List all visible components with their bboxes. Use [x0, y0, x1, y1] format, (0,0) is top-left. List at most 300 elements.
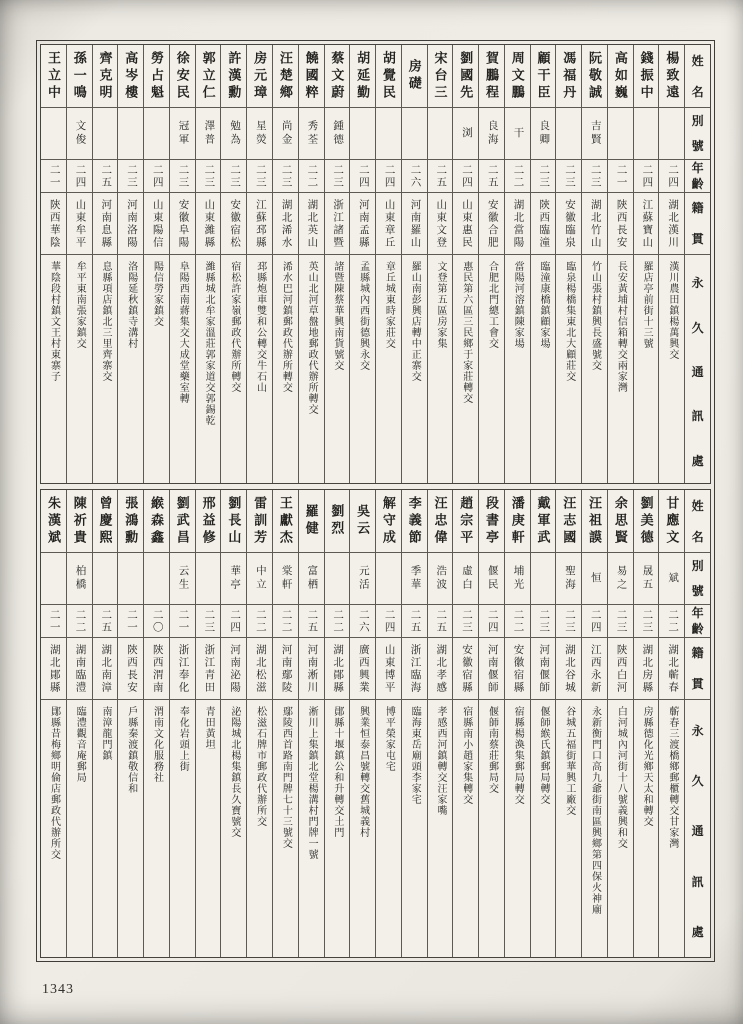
person-name — [67, 490, 92, 552]
person-alias-text: 柏橋 — [74, 565, 86, 592]
person-native-place-text: 湖北鄖縣 — [332, 643, 344, 694]
person-age-text: 二二 — [512, 163, 524, 189]
person-age-text: 二四 — [357, 163, 369, 189]
person-age-text: 二四 — [486, 608, 498, 634]
person-age-text: 二五 — [486, 163, 498, 189]
field-label-char: 姓 — [691, 53, 704, 68]
person-alias-text: 富栖 — [306, 565, 318, 592]
person-address-text: 鄖縣十堰鎮公和升轉交土門 — [331, 706, 343, 838]
person-alias — [531, 552, 556, 604]
person-native-place — [67, 192, 92, 254]
person-age — [221, 159, 246, 192]
person-name-text: 馮福丹 — [561, 50, 577, 102]
person-native-place-text: 湖北蘄春 — [667, 643, 679, 694]
person-name — [634, 45, 659, 107]
person-address — [170, 699, 195, 957]
person-name-text: 錢振中 — [638, 50, 654, 102]
person-address-text: 孟縣城內西街德興永交 — [357, 261, 369, 371]
top-table — [40, 44, 711, 484]
person-name-text: 汪祖謨 — [587, 495, 603, 547]
person-address-text: 臨泉楊橋集東北大顧莊交 — [563, 261, 575, 382]
person-address — [247, 699, 272, 957]
person-native-place — [273, 192, 298, 254]
person-native-place-text: 安徽合肥 — [486, 198, 498, 249]
person-column — [298, 45, 324, 483]
person-native-place-text: 山東文登 — [435, 198, 447, 249]
person-native-place-text: 山東陽信 — [151, 198, 163, 249]
person-name-text: 孫一鳴 — [71, 50, 87, 102]
person-column — [452, 490, 478, 957]
person-column — [427, 45, 453, 483]
person-native-place-text: 安徽宿松 — [229, 198, 241, 249]
person-age — [428, 604, 453, 637]
person-column — [272, 490, 298, 957]
person-native-place-text: 河南洛陽 — [126, 198, 138, 249]
person-native-place — [634, 192, 659, 254]
person-native-place — [402, 192, 427, 254]
person-address — [659, 254, 684, 483]
person-address-text: 章丘城東時家莊交 — [383, 261, 395, 349]
person-age — [505, 159, 530, 192]
field-label-address — [685, 254, 710, 483]
field-label-char: 訊 — [691, 874, 704, 889]
person-age — [170, 604, 195, 637]
person-name — [505, 490, 530, 552]
person-name — [350, 45, 375, 107]
person-native-place-text: 湖北南漳 — [100, 643, 112, 694]
person-address-text: 鄢陵西首路南門牌七十三號交 — [280, 706, 292, 849]
person-age — [273, 604, 298, 637]
person-age — [634, 159, 659, 192]
person-native-place — [556, 637, 581, 699]
person-column — [349, 490, 375, 957]
person-column — [195, 45, 221, 483]
person-address-text: 漢川農田鎮楊萬興交 — [666, 261, 678, 360]
field-label-char: 處 — [691, 924, 704, 939]
person-age — [659, 604, 684, 637]
person-name-text: 胡延勤 — [355, 50, 371, 102]
person-address-text: 宿松許家嶺郵政代辦所轉交 — [228, 261, 240, 393]
person-name-text: 汪志國 — [561, 495, 577, 547]
person-name-text: 房礎 — [406, 59, 422, 93]
person-address — [428, 699, 453, 957]
person-name-text: 潘庚軒 — [509, 495, 525, 547]
person-age — [67, 159, 92, 192]
person-alias — [118, 552, 143, 604]
person-age — [428, 159, 453, 192]
person-age — [582, 159, 607, 192]
person-name-text: 賀鵬程 — [483, 50, 499, 102]
person-age — [118, 604, 143, 637]
person-address-text: 當陽河溶鎮陳家場 — [512, 261, 524, 349]
person-alias — [41, 107, 66, 159]
person-alias-text: 虛白 — [460, 565, 472, 592]
person-name — [247, 490, 272, 552]
person-name — [531, 45, 556, 107]
person-age-text: 二五 — [100, 608, 112, 634]
person-name — [531, 490, 556, 552]
person-age — [402, 159, 427, 192]
person-name — [144, 45, 169, 107]
person-address — [247, 254, 272, 483]
person-age — [634, 604, 659, 637]
person-column — [349, 45, 375, 483]
field-label-column — [684, 490, 710, 957]
person-column — [633, 490, 659, 957]
person-alias-text: 干 — [512, 126, 524, 141]
person-name-text: 王獻杰 — [277, 495, 293, 547]
person-native-place-text: 河南息縣 — [100, 198, 112, 249]
person-name — [67, 45, 92, 107]
person-name — [170, 490, 195, 552]
person-age — [144, 159, 169, 192]
person-native-place-text: 湖北漢川 — [667, 198, 679, 249]
person-column — [92, 45, 118, 483]
person-alias — [144, 107, 169, 159]
person-age — [170, 159, 195, 192]
person-native-place-text: 陝西臨潼 — [538, 198, 550, 249]
person-address-text: 興業恒泰昌號轉交舊城義村 — [357, 706, 369, 838]
person-name-text: 高如巍 — [612, 50, 628, 102]
person-native-place — [402, 637, 427, 699]
person-address-text: 戶縣秦渡鎮敬信和 — [125, 706, 137, 794]
person-alias-text: 中立 — [254, 565, 266, 592]
person-name-text: 許漢勳 — [226, 50, 242, 102]
person-address — [376, 699, 401, 957]
person-native-place-text: 山東牟平 — [74, 198, 86, 249]
person-native-place — [350, 192, 375, 254]
person-alias-text: 良海 — [486, 120, 498, 147]
person-alias — [428, 552, 453, 604]
person-native-place — [196, 192, 221, 254]
person-column — [41, 490, 66, 957]
person-native-place-text: 山東章丘 — [383, 198, 395, 249]
person-column — [117, 490, 143, 957]
person-alias — [659, 107, 684, 159]
person-column — [530, 490, 556, 957]
person-address — [531, 699, 556, 957]
person-name-text: 周文鵬 — [509, 50, 525, 102]
person-age — [505, 604, 530, 637]
person-age-text: 二四 — [589, 608, 601, 634]
field-label-char: 貫 — [691, 231, 704, 246]
person-alias-text: 浏 — [460, 126, 472, 141]
person-address — [93, 699, 118, 957]
person-age — [479, 604, 504, 637]
person-age-text: 二三 — [615, 608, 627, 634]
person-native-place — [118, 192, 143, 254]
person-alias-text: 吉賢 — [589, 120, 601, 147]
person-address — [479, 254, 504, 483]
person-address-text: 偃師緱氏鎮郵局轉交 — [538, 706, 550, 805]
person-alias — [634, 552, 659, 604]
person-column — [324, 490, 350, 957]
person-name-text: 勞占魁 — [149, 50, 165, 102]
person-native-place — [93, 192, 118, 254]
person-address-text: 臨潼康橋鎮顧家場 — [538, 261, 550, 349]
person-name — [659, 45, 684, 107]
person-address — [144, 254, 169, 483]
person-age-text: 二五 — [409, 608, 421, 634]
field-label-char: 籍 — [691, 201, 704, 216]
field-label-alias — [685, 107, 710, 159]
person-name-text: 邢益修 — [200, 495, 216, 547]
field-label-char: 永 — [691, 276, 704, 291]
person-age — [376, 604, 401, 637]
person-age-text: 二六 — [357, 608, 369, 634]
person-address — [67, 699, 92, 957]
person-alias — [350, 107, 375, 159]
person-address — [41, 254, 66, 483]
person-name-text: 雷訓芳 — [252, 495, 268, 547]
person-name-text: 羅健 — [303, 504, 319, 538]
person-alias — [170, 552, 195, 604]
person-age-text: 二四 — [151, 163, 163, 189]
person-column — [504, 45, 530, 483]
person-native-place — [582, 192, 607, 254]
person-address-text: 浠水巴河鎮郵政代辦所轉交 — [280, 261, 292, 393]
person-address-text: 宿縣南小趙家集轉交 — [460, 706, 472, 805]
person-name — [41, 490, 66, 552]
person-name — [505, 45, 530, 107]
field-label-char: 久 — [691, 320, 704, 335]
person-age-text: 二四 — [460, 163, 472, 189]
person-column — [375, 490, 401, 957]
person-name — [453, 45, 478, 107]
person-native-place-text: 浙江奉化 — [177, 643, 189, 694]
person-alias-text: 勉為 — [229, 120, 241, 147]
person-alias — [428, 107, 453, 159]
person-alias — [325, 107, 350, 159]
person-name — [93, 45, 118, 107]
person-age-text: 二〇 — [151, 608, 163, 634]
person-native-place — [170, 637, 195, 699]
person-native-place — [273, 637, 298, 699]
person-address-text: 淅川上集鎮北堂楊溝村門牌一號 — [306, 706, 318, 860]
person-address-text: 青田黃坦 — [203, 706, 215, 750]
person-age-text: 二二 — [254, 608, 266, 634]
person-alias — [582, 107, 607, 159]
person-native-place-text: 湖北房縣 — [641, 643, 653, 694]
person-native-place — [634, 637, 659, 699]
person-native-place-text: 湖北鄖縣 — [48, 643, 60, 694]
person-native-place — [221, 637, 246, 699]
person-age-text: 二二 — [332, 608, 344, 634]
person-age — [531, 159, 556, 192]
field-label-char: 通 — [691, 824, 704, 839]
person-name-text: 余思賢 — [612, 495, 628, 547]
person-native-place-text: 浙江臨海 — [409, 643, 421, 694]
person-address — [556, 254, 581, 483]
person-native-place — [118, 637, 143, 699]
person-address — [634, 254, 659, 483]
person-name — [325, 490, 350, 552]
person-address-text: 英山北河草盤地郵政代辦所轉交 — [306, 261, 318, 415]
person-native-place-text: 浙江諸暨 — [332, 198, 344, 249]
person-name-text: 高岑樓 — [123, 50, 139, 102]
person-column — [169, 45, 195, 483]
person-native-place — [93, 637, 118, 699]
person-native-place — [196, 637, 221, 699]
person-alias-text: 偃民 — [486, 565, 498, 592]
person-column — [658, 490, 684, 957]
person-address — [325, 254, 350, 483]
person-native-place-text: 江蘇寶山 — [641, 198, 653, 249]
field-label-char: 齡 — [691, 622, 704, 636]
person-native-place — [350, 637, 375, 699]
person-address-text: 渭南文化服務社 — [151, 706, 163, 783]
person-native-place — [299, 192, 324, 254]
person-age-text: 二四 — [74, 163, 86, 189]
person-name-text: 蔡文蔚 — [329, 50, 345, 102]
person-column — [246, 45, 272, 483]
person-alias — [479, 552, 504, 604]
person-name-text: 張鴻勳 — [123, 495, 139, 547]
person-alias — [505, 552, 530, 604]
person-address-text: 竹山張村鎮興長盛號交 — [589, 261, 601, 371]
person-name — [608, 490, 633, 552]
person-age — [556, 604, 581, 637]
person-age-text: 二五 — [306, 608, 318, 634]
person-alias — [144, 552, 169, 604]
person-age-text: 二四 — [667, 163, 679, 189]
person-alias — [556, 107, 581, 159]
person-column — [169, 490, 195, 957]
person-native-place-text: 湖北浠水 — [280, 198, 292, 249]
person-age-text: 二三 — [332, 163, 344, 189]
field-label-char: 齡 — [691, 177, 704, 191]
person-alias — [479, 107, 504, 159]
person-address-text: 羅山南彭興店轉中正寨交 — [409, 261, 421, 382]
person-alias — [273, 552, 298, 604]
person-native-place-text: 河南孟縣 — [357, 198, 369, 249]
person-column — [66, 490, 92, 957]
person-age-text: 二四 — [383, 608, 395, 634]
person-column — [41, 45, 66, 483]
person-name — [428, 490, 453, 552]
person-alias — [118, 107, 143, 159]
person-age-text: 二二 — [512, 608, 524, 634]
person-column — [220, 490, 246, 957]
person-address — [505, 254, 530, 483]
person-name — [582, 490, 607, 552]
person-native-place-text: 山東博平 — [383, 643, 395, 694]
person-name — [299, 490, 324, 552]
field-label-char: 處 — [691, 453, 704, 468]
person-column — [246, 490, 272, 957]
person-name — [118, 490, 143, 552]
person-address — [67, 254, 92, 483]
person-age — [376, 159, 401, 192]
person-alias-text: 冠軍 — [177, 120, 189, 147]
person-age — [196, 159, 221, 192]
person-name-text: 劉長山 — [226, 495, 242, 547]
person-native-place — [505, 637, 530, 699]
person-native-place-text: 河南偃師 — [486, 643, 498, 694]
person-age — [118, 159, 143, 192]
person-name — [273, 490, 298, 552]
person-age — [93, 159, 118, 192]
person-address — [118, 699, 143, 957]
person-address — [325, 699, 350, 957]
person-native-place-text: 河南偃師 — [538, 643, 550, 694]
person-address-text: 鄖縣昔梅鄉明倫店郵政代辦所交 — [48, 706, 60, 860]
person-name — [428, 45, 453, 107]
person-age — [144, 604, 169, 637]
person-column — [658, 45, 684, 483]
person-name-text: 李義節 — [406, 495, 422, 547]
field-label-char: 久 — [691, 774, 704, 789]
person-age — [221, 604, 246, 637]
person-native-place — [608, 637, 633, 699]
person-native-place-text: 湖北孝感 — [435, 643, 447, 694]
person-age-text: 二四 — [229, 608, 241, 634]
field-label-char: 訊 — [691, 409, 704, 424]
person-alias — [453, 107, 478, 159]
person-alias — [402, 552, 427, 604]
person-alias-text: 斌 — [667, 571, 679, 586]
person-column — [633, 45, 659, 483]
person-age-text: 二五 — [435, 163, 447, 189]
person-name-text: 甘應文 — [664, 495, 680, 547]
person-alias — [221, 107, 246, 159]
person-address — [299, 699, 324, 957]
person-age-text: 二三 — [564, 163, 576, 189]
person-alias-text: 良卿 — [538, 120, 550, 147]
person-age-text: 二三 — [203, 608, 215, 634]
person-native-place-text: 河南鄢陵 — [280, 643, 292, 694]
person-native-place-text: 陝西白河 — [615, 643, 627, 694]
person-alias — [67, 552, 92, 604]
person-native-place-text: 山東濰縣 — [203, 198, 215, 249]
person-address-text: 華陰段村鎮文王村東寨子 — [48, 261, 60, 382]
person-name — [479, 45, 504, 107]
person-age — [453, 604, 478, 637]
person-name — [402, 490, 427, 552]
person-age-text: 二三 — [538, 163, 550, 189]
person-address — [402, 254, 427, 483]
person-age-text: 二三 — [126, 163, 138, 189]
person-address — [221, 254, 246, 483]
field-label-char: 別 — [691, 558, 704, 573]
person-name-text: 劉烈 — [329, 504, 345, 538]
person-age — [659, 159, 684, 192]
person-age-text: 二一 — [177, 608, 189, 634]
person-alias — [634, 107, 659, 159]
person-alias-text: 易之 — [615, 565, 627, 592]
field-label-alias — [685, 552, 710, 604]
person-age — [608, 604, 633, 637]
person-native-place-text: 安徽臨泉 — [564, 198, 576, 249]
person-address-text: 白河城內河街十八號義興和交 — [615, 706, 627, 849]
person-name — [556, 45, 581, 107]
person-address-text: 濰縣城北牟家溫莊郭家道交郭錫乾 — [203, 261, 215, 426]
person-column — [298, 490, 324, 957]
person-column — [195, 490, 221, 957]
person-age-text: 二一 — [48, 608, 60, 634]
person-address — [170, 254, 195, 483]
person-name — [247, 45, 272, 107]
person-age — [556, 159, 581, 192]
person-alias — [196, 552, 221, 604]
person-age-text: 二三 — [229, 163, 241, 189]
person-name-text: 陳祈貴 — [71, 495, 87, 547]
person-address — [402, 699, 427, 957]
person-native-place-text: 安徽宿縣 — [512, 643, 524, 694]
person-alias-text: 云生 — [177, 565, 189, 592]
person-age-text: 二五 — [435, 608, 447, 634]
person-column — [607, 490, 633, 957]
